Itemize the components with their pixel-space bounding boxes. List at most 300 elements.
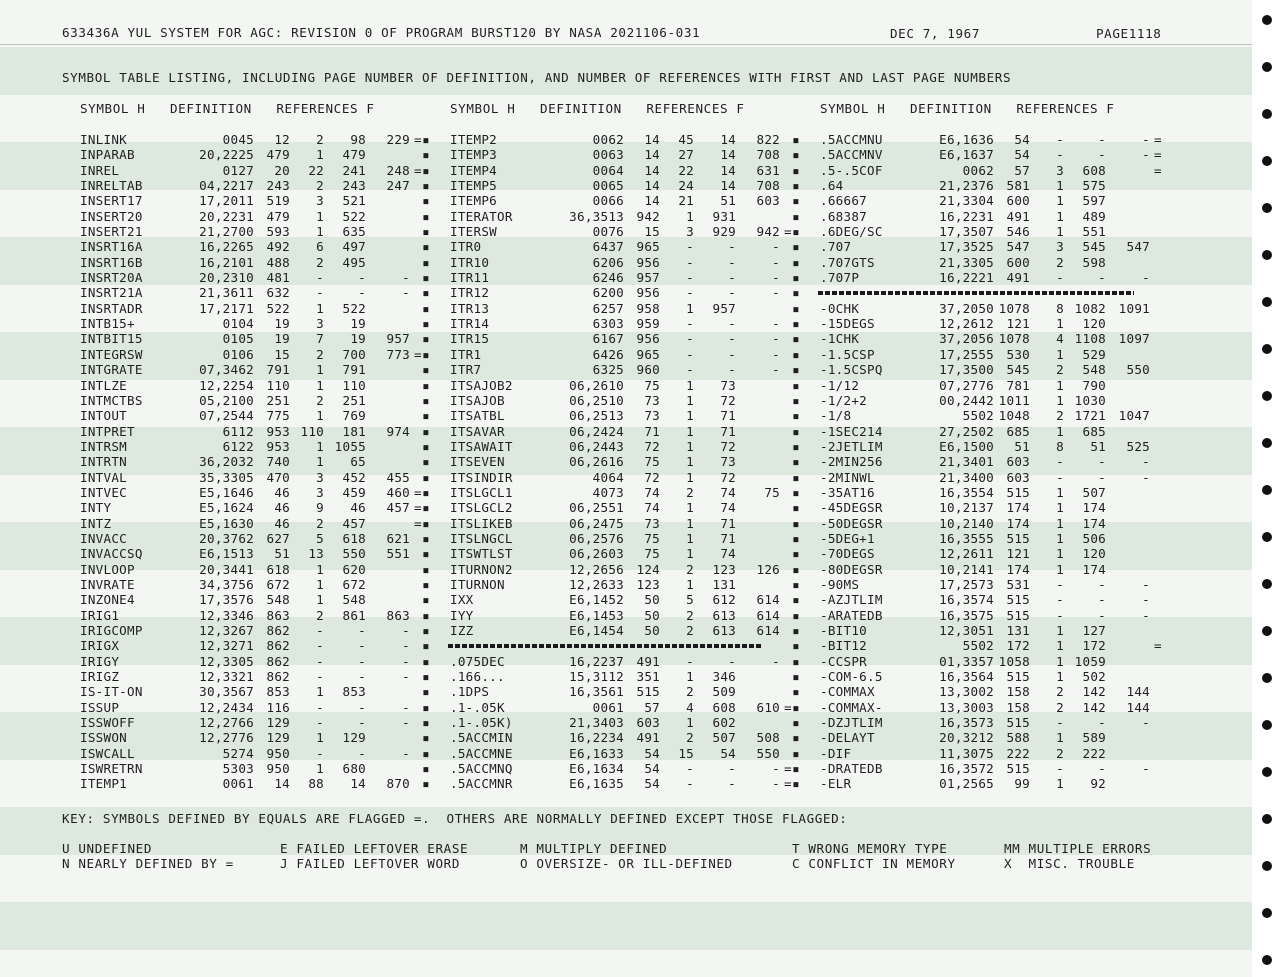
legend-item: J FAILED LEFTOVER WORD bbox=[280, 856, 461, 871]
cell-last-page: 610 bbox=[756, 699, 780, 715]
cell-last-page: - bbox=[772, 285, 780, 301]
cell-last-page: 1097 bbox=[1118, 331, 1150, 347]
cell-first-page: 479 bbox=[342, 147, 366, 163]
symbol-row bbox=[820, 684, 1160, 699]
cell-ref-count: 15 bbox=[678, 745, 694, 761]
cell-symbol: ISSWON bbox=[80, 730, 127, 746]
symbol-row bbox=[450, 516, 810, 531]
cell-last-page: - bbox=[1142, 761, 1150, 777]
symbol-row bbox=[450, 761, 810, 776]
cell-def-page: 54 bbox=[1014, 147, 1030, 163]
cell-last-page: 822 bbox=[756, 132, 780, 147]
cell-def-page: 950 bbox=[266, 745, 290, 761]
cell-symbol: -15DEGS bbox=[820, 316, 875, 332]
cell-definition: 04,2217 bbox=[199, 178, 254, 194]
symbol-row bbox=[450, 285, 810, 300]
symbol-row bbox=[450, 577, 810, 592]
column-separator-icon: ▪ bbox=[792, 377, 800, 393]
cell-last-page: 708 bbox=[756, 147, 780, 163]
cell-symbol: IRIGY bbox=[80, 653, 120, 669]
cell-definition: 5502 bbox=[962, 638, 994, 654]
symbol-row bbox=[80, 562, 440, 577]
symbol-row bbox=[820, 700, 1160, 715]
cell-definition: 17,3507 bbox=[939, 224, 994, 240]
cell-def-page: 46 bbox=[274, 484, 290, 500]
cell-definition: 36,3513 bbox=[569, 208, 624, 224]
cell-first-page: 598 bbox=[1082, 254, 1106, 270]
cell-symbol: ITSATBL bbox=[450, 408, 505, 424]
cell-last-page: - bbox=[402, 715, 410, 731]
cell-def-page: 515 bbox=[1006, 715, 1030, 731]
cell-first-page: 127 bbox=[1082, 623, 1106, 638]
symbol-row bbox=[450, 592, 810, 607]
column-separator-icon: ▪ bbox=[422, 392, 430, 408]
cell-def-page: 158 bbox=[1006, 684, 1030, 700]
cell-definition: 16,2265 bbox=[199, 239, 254, 255]
cell-first-page: - bbox=[358, 285, 366, 301]
cell-def-page: 129 bbox=[266, 730, 290, 746]
cell-definition: 6167 bbox=[592, 331, 624, 347]
cell-first-page: 72 bbox=[720, 438, 736, 454]
legend-item: X MISC. TROUBLE bbox=[1004, 856, 1135, 871]
cell-definition: 11,3075 bbox=[939, 745, 994, 761]
cell-first-page: 346 bbox=[712, 669, 736, 685]
cell-def-page: 581 bbox=[1006, 178, 1030, 194]
header-date: DEC 7, 1967 bbox=[890, 26, 981, 41]
cell-def-page: 515 bbox=[1006, 484, 1030, 500]
cell-ref-count: 5 bbox=[316, 530, 324, 546]
symbol-row bbox=[820, 285, 1160, 300]
column-header-2: SYMBOL H DEFINITION REFERENCES F bbox=[450, 101, 745, 116]
symbol-row bbox=[450, 669, 810, 684]
cell-flag: = bbox=[414, 515, 422, 531]
column-separator-icon: ▪ bbox=[422, 776, 430, 792]
cell-symbol: ITSAJOB2 bbox=[450, 377, 513, 393]
cell-def-page: 72 bbox=[644, 469, 660, 485]
symbol-row bbox=[820, 255, 1160, 270]
cell-ref-count: 1 bbox=[316, 592, 324, 608]
cell-first-page: - bbox=[728, 776, 736, 792]
header-line: 633436A YUL SYSTEM FOR AGC: REVISION 0 OF PROGRAM BURST120 BY NASA 2021106-031 bbox=[62, 25, 701, 40]
symbol-row bbox=[80, 439, 440, 454]
cell-def-page: 19 bbox=[274, 331, 290, 347]
cell-first-page: 769 bbox=[342, 408, 366, 424]
column-separator-icon: ▪ bbox=[792, 607, 800, 623]
column-separator-icon: ▪ bbox=[792, 484, 800, 500]
cell-symbol: ITSLGCL1 bbox=[450, 484, 513, 500]
symbol-row bbox=[450, 132, 810, 147]
symbol-row bbox=[820, 730, 1160, 745]
cell-ref-count: 2 bbox=[316, 132, 324, 147]
cell-def-page: 1078 bbox=[998, 331, 1030, 347]
symbol-row bbox=[80, 730, 440, 745]
cell-first-page: 1108 bbox=[1074, 331, 1106, 347]
symbol-row bbox=[820, 362, 1160, 377]
symbol-row bbox=[820, 301, 1160, 316]
cell-def-page: 950 bbox=[266, 761, 290, 777]
symbol-row bbox=[820, 562, 1160, 577]
cell-ref-count: 6 bbox=[316, 239, 324, 255]
cell-definition: 07,2776 bbox=[939, 377, 994, 393]
cell-symbol: -0CHK bbox=[820, 300, 860, 316]
cell-definition: 6246 bbox=[592, 270, 624, 286]
symbol-row bbox=[450, 378, 810, 393]
symbol-row bbox=[820, 439, 1160, 454]
cell-flag: = bbox=[414, 484, 422, 500]
cell-definition: 21,3305 bbox=[939, 254, 994, 270]
cell-first-page: 620 bbox=[342, 561, 366, 577]
cell-first-page: 71 bbox=[720, 515, 736, 531]
column-separator-icon: ▪ bbox=[422, 638, 430, 654]
symbol-row bbox=[450, 147, 810, 162]
cell-symbol: ITR7 bbox=[450, 362, 482, 378]
cell-def-page: 545 bbox=[1006, 362, 1030, 378]
cell-first-page: - bbox=[1098, 147, 1106, 163]
cell-definition: E6,1636 bbox=[939, 132, 994, 147]
symbol-row bbox=[80, 209, 440, 224]
cell-def-page: 50 bbox=[644, 592, 660, 608]
cell-definition: 6200 bbox=[592, 285, 624, 301]
cell-symbol: ISWRETRN bbox=[80, 761, 143, 777]
cell-first-page: - bbox=[728, 254, 736, 270]
cell-ref-count: 1 bbox=[686, 208, 694, 224]
cell-first-page: - bbox=[728, 316, 736, 332]
listing-subtitle: SYMBOL TABLE LISTING, INCLUDING PAGE NUMBER OF DEFINITION, AND NUMBER OF REFERENCES WITH FIRST AND LAST PAGE NUMBERS bbox=[62, 70, 1012, 85]
column-separator-icon: ▪ bbox=[792, 638, 800, 654]
cell-first-page: - bbox=[1098, 761, 1106, 777]
cell-symbol: .5ACCMNQ bbox=[450, 761, 513, 777]
cell-first-page: 506 bbox=[1082, 530, 1106, 546]
cell-def-page: 351 bbox=[636, 669, 660, 685]
cell-first-page: 243 bbox=[342, 178, 366, 194]
symbol-row bbox=[450, 608, 810, 623]
cell-symbol: INTVEC bbox=[80, 484, 127, 500]
cell-last-page: 550 bbox=[1126, 362, 1150, 378]
cell-ref-count: 1 bbox=[316, 300, 324, 316]
column-separator-icon: ▪ bbox=[422, 530, 430, 546]
cell-ref-count: 1 bbox=[1056, 669, 1064, 685]
cell-def-page: 19 bbox=[274, 316, 290, 332]
key-line: KEY: SYMBOLS DEFINED BY EQUALS ARE FLAGGED =. OTHERS ARE NORMALLY DEFINED EXCEPT THOSE FLAGGED: bbox=[62, 811, 848, 826]
cell-first-page: 597 bbox=[1082, 193, 1106, 209]
column-separator-icon: ▪ bbox=[792, 346, 800, 362]
cell-symbol: -1CHK bbox=[820, 331, 860, 347]
column-separator-icon: ▪ bbox=[422, 132, 430, 147]
symbol-row bbox=[450, 331, 810, 346]
cell-flag: = bbox=[784, 761, 792, 777]
column-separator-icon: ▪ bbox=[792, 208, 800, 224]
cell-def-page: 51 bbox=[274, 546, 290, 562]
cell-symbol: INTLZE bbox=[80, 377, 127, 393]
cell-def-page: 73 bbox=[644, 515, 660, 531]
cell-definition: 16,3573 bbox=[939, 715, 994, 731]
symbol-row bbox=[80, 316, 440, 331]
cell-definition: 0063 bbox=[592, 147, 624, 163]
cell-last-page: - bbox=[772, 239, 780, 255]
cell-def-page: 75 bbox=[644, 454, 660, 470]
cell-ref-count: 1 bbox=[1056, 224, 1064, 240]
cell-last-page: 551 bbox=[386, 546, 410, 562]
cell-definition: 12,3267 bbox=[199, 623, 254, 638]
symbol-row bbox=[450, 485, 810, 500]
cell-def-page: 519 bbox=[266, 193, 290, 209]
cell-ref-count: - bbox=[1056, 270, 1064, 286]
sprocket-hole-icon bbox=[1262, 391, 1272, 401]
sprocket-hole-icon bbox=[1262, 908, 1272, 918]
column-separator-icon: ▪ bbox=[422, 193, 430, 209]
cell-def-page: 491 bbox=[1006, 208, 1030, 224]
legend-item: M MULTIPLY DEFINED bbox=[520, 841, 668, 856]
legend-item: N NEARLY DEFINED BY = bbox=[62, 856, 234, 871]
cell-ref-count: 2 bbox=[316, 607, 324, 623]
cell-definition: 16,3572 bbox=[939, 761, 994, 777]
symbol-row bbox=[820, 424, 1160, 439]
cell-symbol: -1SEC214 bbox=[820, 423, 883, 439]
cell-first-page: 589 bbox=[1082, 730, 1106, 746]
cell-last-page: - bbox=[402, 653, 410, 669]
symbol-row bbox=[820, 209, 1160, 224]
cell-first-page: - bbox=[1098, 715, 1106, 731]
cell-ref-count: 2 bbox=[1056, 362, 1064, 378]
cell-symbol: -90MS bbox=[820, 576, 860, 592]
sprocket-hole-icon bbox=[1262, 626, 1272, 636]
symbol-row bbox=[80, 485, 440, 500]
cell-flag: = bbox=[1154, 638, 1162, 654]
cell-ref-count: 1 bbox=[686, 515, 694, 531]
cell-definition: 4073 bbox=[592, 484, 624, 500]
cell-def-page: 131 bbox=[1006, 623, 1030, 638]
symbol-row bbox=[820, 270, 1160, 285]
cell-def-page: 957 bbox=[636, 270, 660, 286]
cell-def-page: 491 bbox=[1006, 270, 1030, 286]
cell-ref-count: 1 bbox=[1056, 561, 1064, 577]
column-separator-icon: ▪ bbox=[422, 761, 430, 777]
cell-first-page: 929 bbox=[712, 224, 736, 240]
cell-definition: 13,3003 bbox=[939, 699, 994, 715]
cell-definition: 21,3403 bbox=[569, 715, 624, 731]
cell-def-page: 546 bbox=[1006, 224, 1030, 240]
cell-definition: 17,3525 bbox=[939, 239, 994, 255]
cell-definition: 12,3051 bbox=[939, 623, 994, 638]
cell-ref-count: 1 bbox=[1056, 623, 1064, 638]
cell-def-page: 515 bbox=[1006, 607, 1030, 623]
cell-definition: 16,3574 bbox=[939, 592, 994, 608]
cell-symbol: ITR0 bbox=[450, 239, 482, 255]
cell-first-page: 861 bbox=[342, 607, 366, 623]
cell-definition: 20,2310 bbox=[199, 270, 254, 286]
cell-last-page: 126 bbox=[756, 561, 780, 577]
cell-ref-count: 3 bbox=[316, 484, 324, 500]
sprocket-hole-icon bbox=[1262, 955, 1272, 965]
cell-ref-count: 2 bbox=[316, 254, 324, 270]
cell-definition: 6303 bbox=[592, 316, 624, 332]
column-separator-icon: ▪ bbox=[792, 162, 800, 178]
cell-symbol: -1/12 bbox=[820, 377, 860, 393]
cell-ref-count: - bbox=[686, 270, 694, 286]
cell-symbol: INTY bbox=[80, 500, 112, 516]
cell-definition: 0065 bbox=[592, 178, 624, 194]
cell-ref-count: 1 bbox=[1056, 515, 1064, 531]
legend-item: C CONFLICT IN MEMORY bbox=[792, 856, 956, 871]
cell-first-page: 507 bbox=[1082, 484, 1106, 500]
cell-def-page: 15 bbox=[274, 346, 290, 362]
cell-first-page: 65 bbox=[350, 454, 366, 470]
cell-def-page: 481 bbox=[266, 270, 290, 286]
symbol-row bbox=[80, 347, 440, 362]
column-separator-icon: ▪ bbox=[422, 653, 430, 669]
cell-definition: 12,3321 bbox=[199, 669, 254, 685]
cell-ref-count: 1 bbox=[1056, 193, 1064, 209]
cell-first-page: 550 bbox=[342, 546, 366, 562]
cell-symbol: .66667 bbox=[820, 193, 867, 209]
cell-last-page: 773 bbox=[386, 346, 410, 362]
cell-def-page: 1048 bbox=[998, 408, 1030, 424]
cell-definition: 16,3555 bbox=[939, 530, 994, 546]
cell-first-page: 241 bbox=[342, 162, 366, 178]
cell-definition: 0061 bbox=[592, 699, 624, 715]
cell-first-page: 19 bbox=[350, 331, 366, 347]
column-separator-icon: ▪ bbox=[422, 162, 430, 178]
cell-flag: = bbox=[414, 132, 422, 147]
column-separator-icon: ▪ bbox=[792, 684, 800, 700]
cell-flag: = bbox=[414, 500, 422, 516]
column-separator-icon: ▪ bbox=[792, 623, 800, 638]
cell-symbol: ITEMP4 bbox=[450, 162, 497, 178]
column-separator-icon: ▪ bbox=[422, 592, 430, 608]
symbol-row bbox=[80, 761, 440, 776]
column-separator-icon: ▪ bbox=[792, 761, 800, 777]
cell-ref-count: - bbox=[1056, 715, 1064, 731]
symbol-row bbox=[80, 362, 440, 377]
cell-definition: 6325 bbox=[592, 362, 624, 378]
cell-symbol: INTGRATE bbox=[80, 362, 143, 378]
column-separator-icon: ▪ bbox=[422, 607, 430, 623]
cell-definition: 12,2611 bbox=[939, 546, 994, 562]
cell-definition: 12,2434 bbox=[199, 699, 254, 715]
cell-def-page: 956 bbox=[636, 254, 660, 270]
cell-first-page: 791 bbox=[342, 362, 366, 378]
cell-ref-count: 1 bbox=[1056, 546, 1064, 562]
cell-definition: 0106 bbox=[222, 346, 254, 362]
cell-def-page: 491 bbox=[636, 730, 660, 746]
cell-ref-count: 1 bbox=[1056, 776, 1064, 792]
cell-first-page: 71 bbox=[720, 408, 736, 424]
cell-definition: 07,3462 bbox=[199, 362, 254, 378]
symbol-row bbox=[80, 331, 440, 346]
column-separator-icon: ▪ bbox=[792, 715, 800, 731]
cell-def-page: 956 bbox=[636, 285, 660, 301]
symbol-row bbox=[820, 178, 1160, 193]
sprocket-hole-icon bbox=[1262, 297, 1272, 307]
cell-last-page: 247 bbox=[386, 178, 410, 194]
cell-def-page: 14 bbox=[644, 147, 660, 163]
cell-definition: 06,2603 bbox=[569, 546, 624, 562]
cell-def-page: 73 bbox=[644, 408, 660, 424]
cell-first-page: - bbox=[728, 653, 736, 669]
cell-first-page: - bbox=[1098, 454, 1106, 470]
cell-ref-count: 5 bbox=[686, 592, 694, 608]
cell-first-page: 635 bbox=[342, 224, 366, 240]
cell-def-page: 600 bbox=[1006, 193, 1030, 209]
cell-definition: E5,1624 bbox=[199, 500, 254, 516]
column-separator-icon: ▪ bbox=[422, 178, 430, 194]
cell-last-page: - bbox=[402, 638, 410, 654]
cell-symbol: INTMCTBS bbox=[80, 392, 143, 408]
cell-ref-count: - bbox=[1056, 761, 1064, 777]
cell-def-page: 956 bbox=[636, 331, 660, 347]
cell-ref-count: 88 bbox=[308, 776, 324, 792]
symbol-row bbox=[80, 715, 440, 730]
cell-ref-count: 1 bbox=[686, 377, 694, 393]
symbol-row bbox=[450, 684, 810, 699]
cell-ref-count: - bbox=[1056, 469, 1064, 485]
symbol-row bbox=[80, 684, 440, 699]
cell-def-page: 99 bbox=[1014, 776, 1030, 792]
cell-first-page: 502 bbox=[1082, 669, 1106, 685]
cell-last-page: 547 bbox=[1126, 239, 1150, 255]
cell-symbol: ISSUP bbox=[80, 699, 120, 715]
cell-definition: 6426 bbox=[592, 346, 624, 362]
cell-last-page: - bbox=[772, 776, 780, 792]
symbol-row bbox=[80, 378, 440, 393]
cell-first-page: - bbox=[728, 346, 736, 362]
cell-definition: 06,2610 bbox=[569, 377, 624, 393]
cell-symbol: -COMMAX- bbox=[820, 699, 883, 715]
column-separator-icon: ▪ bbox=[422, 408, 430, 424]
cell-flag: = bbox=[414, 162, 422, 178]
cell-definition: 37,2050 bbox=[939, 300, 994, 316]
column-separator-icon: ▪ bbox=[422, 362, 430, 378]
cell-def-page: 492 bbox=[266, 239, 290, 255]
cell-symbol: -1/8 bbox=[820, 408, 852, 424]
symbol-row bbox=[80, 623, 440, 638]
cell-symbol: -CCSPR bbox=[820, 653, 867, 669]
symbol-row bbox=[820, 715, 1160, 730]
cell-symbol: INTB15+ bbox=[80, 316, 135, 332]
cell-first-page: 602 bbox=[712, 715, 736, 731]
cell-symbol: INTZ bbox=[80, 515, 112, 531]
cell-definition: 10,2141 bbox=[939, 561, 994, 577]
cell-symbol: -DRATEDB bbox=[820, 761, 883, 777]
cell-def-page: 515 bbox=[636, 684, 660, 700]
cell-first-page: 522 bbox=[342, 300, 366, 316]
cell-first-page: 73 bbox=[720, 454, 736, 470]
symbol-row bbox=[80, 500, 440, 515]
cell-symbol: -BIT10 bbox=[820, 623, 867, 638]
cell-def-page: 73 bbox=[644, 392, 660, 408]
cell-last-page: 248 bbox=[386, 162, 410, 178]
cell-last-page: 870 bbox=[386, 776, 410, 792]
symbol-row bbox=[80, 746, 440, 761]
cell-first-page: 73 bbox=[720, 377, 736, 393]
cell-symbol: -2JETLIM bbox=[820, 438, 883, 454]
cell-symbol: ITR15 bbox=[450, 331, 490, 347]
cell-ref-count: 1 bbox=[686, 715, 694, 731]
cell-def-page: 515 bbox=[1006, 669, 1030, 685]
cell-first-page: 700 bbox=[342, 346, 366, 362]
column-separator-icon: ▪ bbox=[792, 576, 800, 592]
symbol-row bbox=[80, 669, 440, 684]
cell-symbol: INTRTN bbox=[80, 454, 127, 470]
cell-definition: 0066 bbox=[592, 193, 624, 209]
cell-symbol: -50DEGSR bbox=[820, 515, 883, 531]
cell-symbol: ITSAJOB bbox=[450, 392, 505, 408]
cell-symbol: -70DEGS bbox=[820, 546, 875, 562]
cell-definition: 12,2633 bbox=[569, 576, 624, 592]
cell-definition: 20,3212 bbox=[939, 730, 994, 746]
cell-ref-count: - bbox=[316, 270, 324, 286]
cell-ref-count: 2 bbox=[1056, 408, 1064, 424]
